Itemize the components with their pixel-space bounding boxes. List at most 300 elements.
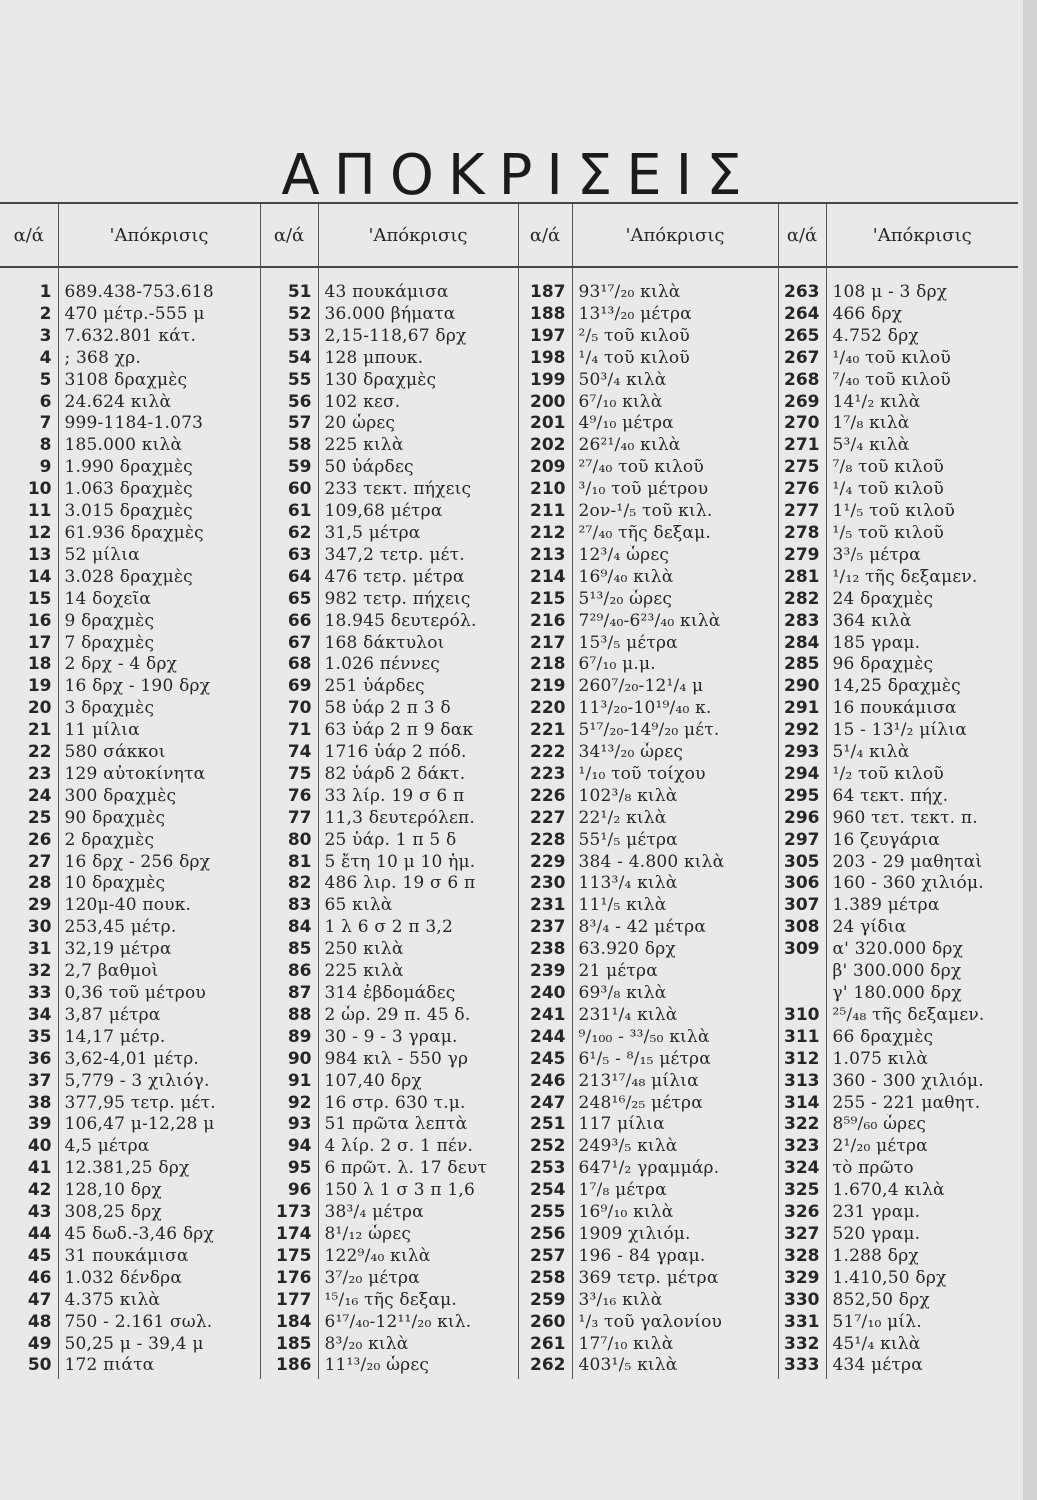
answer-text: 16 πουκάμισα <box>832 698 957 719</box>
problem-number: 247 <box>518 1093 572 1115</box>
col-header-answer: 'Απόκρισις <box>58 203 260 267</box>
problem-number: 309 <box>778 939 826 961</box>
problem-number: 20 <box>0 698 58 720</box>
problem-number: 256 <box>518 1224 572 1246</box>
answer-text: 7.632.801 κάτ. <box>58 326 260 348</box>
answer-text: 260⁷/₂₀-12¹/₄ μ <box>572 676 778 698</box>
answer-text: 255 - 221 μαθητ. <box>832 1092 981 1113</box>
answer-text: γ' 180.000 δρχ <box>832 983 962 1003</box>
problem-number: 293 <box>778 742 826 764</box>
answer-text: 172 πιάτα <box>58 1355 260 1379</box>
table-row <box>0 873 1018 895</box>
table-row <box>0 611 1018 633</box>
answer-text: 852,50 δρχ <box>832 1289 930 1310</box>
problem-number: 49 <box>0 1334 58 1356</box>
table-row <box>0 392 1018 414</box>
answer-text: 10 δραχμὲς <box>58 873 260 895</box>
problem-number: 308 <box>778 917 826 939</box>
problem-number: 230 <box>518 873 572 895</box>
problem-number: 252 <box>518 1136 572 1158</box>
problem-number: 244 <box>518 1027 572 1049</box>
table-row <box>0 479 1018 501</box>
problem-number: 263 <box>778 267 826 304</box>
problem-number: 94 <box>260 1136 318 1158</box>
table-row <box>0 830 1018 852</box>
answer-text: 18.945 δευτερόλ. <box>318 611 518 633</box>
problem-number: 56 <box>260 392 318 414</box>
problem-number: 291 <box>778 698 826 720</box>
problem-number: 77 <box>260 808 318 830</box>
problem-number: 211 <box>518 501 572 523</box>
problem-number: 35 <box>0 1027 58 1049</box>
answer-text: 2,15-118,67 δρχ <box>318 326 518 348</box>
problem-number: 229 <box>518 852 572 874</box>
answer-text: 1.075 κιλὰ <box>832 1048 929 1069</box>
table-row <box>0 1071 1018 1093</box>
problem-number: 265 <box>778 326 826 348</box>
problem-number: 2 <box>0 304 58 326</box>
problem-number: 240 <box>518 983 572 1005</box>
problem-number: 262 <box>518 1355 572 1379</box>
problem-number: 96 <box>260 1180 318 1202</box>
answer-text: 231¹/₄ κιλὰ <box>572 1005 778 1027</box>
problem-number: 278 <box>778 523 826 545</box>
answer-text: 16 ζευγάρια <box>832 829 940 850</box>
answer-text: 249³/₅ κιλὰ <box>572 1136 778 1158</box>
problem-number: 241 <box>518 1005 572 1027</box>
answer-text: 364 κιλὰ <box>832 610 912 631</box>
problem-number: 328 <box>778 1246 826 1268</box>
problem-number: 188 <box>518 304 572 326</box>
answer-text: 6⁷/₁₀ κιλὰ <box>572 392 778 414</box>
answer-text: 14 δοχεῖα <box>58 589 260 611</box>
problem-number: 33 <box>0 983 58 1005</box>
answer-text: 1⁷/₈ μέτρα <box>572 1180 778 1202</box>
answer-text: 30 - 9 - 3 γραμ. <box>318 1027 518 1049</box>
problem-number: 285 <box>778 654 826 676</box>
problem-number: 323 <box>778 1136 826 1158</box>
answer-text: 33 λίρ. 19 σ 6 π <box>318 786 518 808</box>
answer-text: 11,3 δευτερόλεπ. <box>318 808 518 830</box>
answer-text: ¹/₂ τοῦ κιλοῦ <box>832 763 944 784</box>
problem-number: 39 <box>0 1114 58 1136</box>
problem-number: 281 <box>778 567 826 589</box>
answer-text: 384 - 4.800 κιλὰ <box>572 852 778 874</box>
answer-text: 233 τεκτ. πήχεις <box>318 479 518 501</box>
answer-text: 106,47 μ-12,28 μ <box>58 1114 260 1136</box>
answer-text: 63.920 δρχ <box>572 939 778 961</box>
answer-text: 128,10 δρχ <box>58 1180 260 1202</box>
table-row <box>0 1246 1018 1268</box>
answer-text: 17⁷/₁₀ κιλὰ <box>572 1334 778 1356</box>
problem-number: 65 <box>260 589 318 611</box>
problem-number: 51 <box>260 267 318 304</box>
problem-number: 38 <box>0 1093 58 1115</box>
col-header-number: α/ά <box>0 203 58 267</box>
table-row <box>0 457 1018 479</box>
answer-text: ¹⁵/₁₆ τῆς δεξαμ. <box>318 1290 518 1312</box>
answer-text: 6⁷/₁₀ μ.μ. <box>572 654 778 676</box>
answer-text: 24 δραχμὲς <box>832 588 934 609</box>
answer-text: 64 τεκτ. πήχ. <box>832 785 949 806</box>
problem-number: 174 <box>260 1224 318 1246</box>
answer-text: 377,95 τετρ. μέτ. <box>58 1093 260 1115</box>
answer-text: 5,779 - 3 χιλιόγ. <box>58 1071 260 1093</box>
table-row <box>0 1202 1018 1224</box>
answer-text: 26²¹/₄₀ κιλὰ <box>572 435 778 457</box>
table-row <box>0 1224 1018 1246</box>
problem-number: 297 <box>778 830 826 852</box>
answer-text: 3108 δραχμὲς <box>58 370 260 392</box>
answer-text: 113³/₄ κιλὰ <box>572 873 778 895</box>
table-row <box>0 917 1018 939</box>
answer-text: 213¹⁷/₄₈ μίλια <box>572 1071 778 1093</box>
problem-number: 6 <box>0 392 58 414</box>
problem-number: 325 <box>778 1180 826 1202</box>
answer-text: 7 δραχμὲς <box>58 633 260 655</box>
problem-number: 187 <box>518 267 572 304</box>
table-row <box>0 633 1018 655</box>
problem-number: 30 <box>0 917 58 939</box>
answer-text: 3³/₅ μέτρα <box>832 544 921 565</box>
answer-text: 31 πουκάμισα <box>58 1246 260 1268</box>
answer-text: 1909 χιλιόμ. <box>572 1224 778 1246</box>
answer-text: ⁷/₈ τοῦ κιλοῦ <box>832 457 944 478</box>
answer-text: 6¹⁷/₄₀-12¹¹/₂₀ κιλ. <box>318 1312 518 1334</box>
problem-number: 46 <box>0 1268 58 1290</box>
problem-number: 277 <box>778 501 826 523</box>
problem-number: 295 <box>778 786 826 808</box>
answer-text: 185.000 κιλὰ <box>58 435 260 457</box>
answer-text: 102³/₈ κιλὰ <box>572 786 778 808</box>
table-row <box>0 1290 1018 1312</box>
answer-text: 11³/₂₀-10¹⁹/₄₀ κ. <box>572 698 778 720</box>
problem-number: 58 <box>260 435 318 457</box>
answer-text: ¹/₁₂ τῆς δεξαμεν. <box>832 566 978 587</box>
answer-text: 128 μπουκ. <box>318 348 518 370</box>
problem-number: 198 <box>518 348 572 370</box>
table-row <box>0 1268 1018 1290</box>
table-row <box>0 501 1018 523</box>
table-row <box>0 370 1018 392</box>
answer-text: 1.032 δένδρα <box>58 1268 260 1290</box>
answer-text: 38³/₄ μέτρα <box>318 1202 518 1224</box>
problem-number: 282 <box>778 589 826 611</box>
answer-text: 5¹⁷/₂₀-14⁹/₂₀ μέτ. <box>572 720 778 742</box>
answer-text: 12³/₄ ὧρες <box>572 545 778 567</box>
problem-number: 13 <box>0 545 58 567</box>
answer-text: 14,17 μέτρ. <box>58 1027 260 1049</box>
answer-text: 96 δραχμὲς <box>832 654 934 675</box>
table-row <box>0 764 1018 786</box>
answer-text: 15 - 13¹/₂ μίλια <box>832 720 967 741</box>
answer-text: 14,25 δραχμὲς <box>832 676 961 697</box>
problem-number: 176 <box>260 1268 318 1290</box>
answer-text: 8¹/₁₂ ὧρες <box>318 1224 518 1246</box>
problem-number: 64 <box>260 567 318 589</box>
answer-text: 185 γραμ. <box>832 632 921 653</box>
answer-text: ²/₅ τοῦ κιλοῦ <box>572 326 778 348</box>
answer-text: 31,5 μέτρα <box>318 523 518 545</box>
problem-number: 63 <box>260 545 318 567</box>
answer-text: 50 ὑάρδες <box>318 457 518 479</box>
answer-text: 8³/₄ - 42 μέτρα <box>572 917 778 939</box>
answer-text: 45 δωδ.-3,46 δρχ <box>58 1224 260 1246</box>
problem-number: 90 <box>260 1049 318 1071</box>
answer-text: 109,68 μέτρα <box>318 501 518 523</box>
answer-text: 2¹/₂₀ μέτρα <box>832 1136 928 1157</box>
answer-text: 51⁷/₁₀ μίλ. <box>832 1311 922 1332</box>
problem-number: 231 <box>518 895 572 917</box>
col-header-number: α/ά <box>260 203 318 267</box>
table-row <box>0 676 1018 698</box>
answer-text: 16⁹/₁₀ κιλὰ <box>572 1202 778 1224</box>
answer-text: 122⁹/₄₀ κιλὰ <box>318 1246 518 1268</box>
problem-number: 201 <box>518 413 572 435</box>
problem-number: 245 <box>518 1049 572 1071</box>
answer-text: 11¹/₅ κιλὰ <box>572 895 778 917</box>
answer-text: 3³/₁₆ κιλὰ <box>572 1290 778 1312</box>
problem-number: 331 <box>778 1312 826 1334</box>
answer-text: 2,7 βαθμοὶ <box>58 961 260 983</box>
problem-number: 69 <box>260 676 318 698</box>
problem-number: 37 <box>0 1071 58 1093</box>
answer-text: 347,2 τετρ. μέτ. <box>318 545 518 567</box>
answer-text: 248¹⁶/₂₅ μέτρα <box>572 1093 778 1115</box>
problem-number: 25 <box>0 808 58 830</box>
answer-text: 984 κιλ - 550 γρ <box>318 1049 518 1071</box>
answer-text: 51 πρῶτα λεπτὰ <box>318 1114 518 1136</box>
answer-text: 486 λιρ. 19 σ 6 π <box>318 873 518 895</box>
answer-text: 69³/₈ κιλὰ <box>572 983 778 1005</box>
problem-number: 213 <box>518 545 572 567</box>
problem-number: 53 <box>260 326 318 348</box>
problem-number: 202 <box>518 435 572 457</box>
answer-text: 196 - 84 γραμ. <box>572 1246 778 1268</box>
table-row <box>0 326 1018 348</box>
answer-text: 13¹³/₂₀ μέτρα <box>572 304 778 326</box>
problem-number: 228 <box>518 830 572 852</box>
problem-number: 254 <box>518 1180 572 1202</box>
problem-number: 12 <box>0 523 58 545</box>
table-row <box>0 1005 1018 1027</box>
problem-number: 36 <box>0 1049 58 1071</box>
answer-text: 466 δρχ <box>832 303 903 324</box>
table-row <box>0 1027 1018 1049</box>
answer-text: ¹/₃ τοῦ γαλονίου <box>572 1312 778 1334</box>
problem-number <box>778 983 826 1005</box>
answer-text: 300 δραχμὲς <box>58 786 260 808</box>
answer-text: 2 δρχ - 4 δρχ <box>58 654 260 676</box>
answer-text: 11¹³/₂₀ ὧρες <box>318 1355 518 1379</box>
problem-number: 332 <box>778 1334 826 1356</box>
problem-number: 11 <box>0 501 58 523</box>
answer-text: α' 320.000 δρχ <box>832 939 964 960</box>
problem-number: 261 <box>518 1334 572 1356</box>
problem-number: 82 <box>260 873 318 895</box>
problem-number: 55 <box>260 370 318 392</box>
answer-text: 225 κιλὰ <box>318 961 518 983</box>
answer-text: 580 σάκκοι <box>58 742 260 764</box>
answer-text: 1¹/₅ τοῦ κιλοῦ <box>832 501 955 522</box>
problem-number: 95 <box>260 1158 318 1180</box>
problem-number: 290 <box>778 676 826 698</box>
answer-text: 203 - 29 μαθηταὶ <box>832 851 983 872</box>
problem-number: 85 <box>260 939 318 961</box>
answer-text: 50,25 μ - 39,4 μ <box>58 1334 260 1356</box>
answer-text: 34¹³/₂₀ ὧρες <box>572 742 778 764</box>
problem-number: 239 <box>518 961 572 983</box>
problem-number: 257 <box>518 1246 572 1268</box>
answer-text: ¹/₅ τοῦ κιλοῦ <box>832 522 944 543</box>
table-row <box>0 435 1018 457</box>
problem-number: 326 <box>778 1202 826 1224</box>
problem-number: 226 <box>518 786 572 808</box>
answer-text: 93¹⁷/₂₀ κιλὰ <box>572 267 778 304</box>
answer-text: 4.375 κιλὰ <box>58 1290 260 1312</box>
problem-number: 8 <box>0 435 58 457</box>
problem-number: 50 <box>0 1355 58 1379</box>
problem-number: 253 <box>518 1158 572 1180</box>
table-row <box>0 1355 1018 1379</box>
problem-number: 333 <box>778 1355 826 1379</box>
answer-text: 3.028 δραχμὲς <box>58 567 260 589</box>
answer-text: 520 γραμ. <box>832 1223 921 1244</box>
problem-number: 185 <box>260 1334 318 1356</box>
problem-number: 259 <box>518 1290 572 1312</box>
answer-text: 689.438-753.618 <box>58 267 260 304</box>
problem-number: 9 <box>0 457 58 479</box>
answer-text: 66 δραχμὲς <box>832 1026 934 1047</box>
answer-text: 16⁹/₄₀ κιλὰ <box>572 567 778 589</box>
table-row <box>0 413 1018 435</box>
problem-number: 264 <box>778 304 826 326</box>
problem-number: 271 <box>778 435 826 457</box>
answer-text: 58 ὑάρ 2 π 3 δ <box>318 698 518 720</box>
problem-number: 186 <box>260 1355 318 1379</box>
page-title: ΑΠΟΚΡΙΣΕΙΣ <box>281 143 756 208</box>
answer-text: 5³/₄ κιλὰ <box>832 435 910 456</box>
answer-text: 16 στρ. 630 τ.μ. <box>318 1093 518 1115</box>
problem-number: 45 <box>0 1246 58 1268</box>
problem-number: 197 <box>518 326 572 348</box>
problem-number: 47 <box>0 1290 58 1312</box>
problem-number: 71 <box>260 720 318 742</box>
table-row <box>0 523 1018 545</box>
problem-number: 26 <box>0 830 58 852</box>
problem-number: 70 <box>260 698 318 720</box>
answer-text: τὸ πρῶτο <box>832 1158 914 1179</box>
problem-number: 212 <box>518 523 572 545</box>
answer-text: 369 τετρ. μέτρα <box>572 1268 778 1290</box>
problem-number: 219 <box>518 676 572 698</box>
answer-text: ¹/₁₀ τοῦ τοίχου <box>572 764 778 786</box>
answer-text: ⁷/₄₀ τοῦ κιλοῦ <box>832 369 951 390</box>
header-row <box>0 203 1018 267</box>
problem-number: 1 <box>0 267 58 304</box>
problem-number: 23 <box>0 764 58 786</box>
answer-text: 360 - 300 χιλιόμ. <box>832 1070 984 1091</box>
answer-text: ³/₁₀ τοῦ μέτρου <box>572 479 778 501</box>
answer-text: 3.015 δραχμὲς <box>58 501 260 523</box>
answer-text: ¹/₄ τοῦ κιλοῦ <box>832 479 944 500</box>
problem-number: 173 <box>260 1202 318 1224</box>
problem-number: 18 <box>0 654 58 676</box>
problem-number: 31 <box>0 939 58 961</box>
problem-number: 17 <box>0 633 58 655</box>
answer-text: 9 δραχμὲς <box>58 611 260 633</box>
answer-text: 52 μίλια <box>58 545 260 567</box>
problem-number: 199 <box>518 370 572 392</box>
answer-text: 647¹/₂ γραμμάρ. <box>572 1158 778 1180</box>
answer-text: 1 λ 6 σ 2 π 3,2 <box>318 917 518 939</box>
answer-text: 15³/₅ μέτρα <box>572 633 778 655</box>
problem-number: 322 <box>778 1114 826 1136</box>
answer-text: ²⁵/₄₈ τῆς δεξαμεν. <box>832 1004 985 1025</box>
col-header-answer: 'Απόκρισις <box>572 203 778 267</box>
problem-number: 91 <box>260 1071 318 1093</box>
problem-number: 5 <box>0 370 58 392</box>
problem-number: 258 <box>518 1268 572 1290</box>
problem-number: 294 <box>778 764 826 786</box>
problem-number: 330 <box>778 1290 826 1312</box>
answer-text: 8⁵⁹/₆₀ ὧρες <box>832 1114 927 1135</box>
answer-text: 21 μέτρα <box>572 961 778 983</box>
table-row <box>0 786 1018 808</box>
problem-number: 312 <box>778 1049 826 1071</box>
problem-number: 327 <box>778 1224 826 1246</box>
problem-number: 48 <box>0 1312 58 1334</box>
answer-text: 20 ὧρες <box>318 413 518 435</box>
problem-number: 4 <box>0 348 58 370</box>
table-row <box>0 939 1018 961</box>
problem-number: 307 <box>778 895 826 917</box>
problem-number: 270 <box>778 413 826 435</box>
answer-text: 150 λ 1 σ 3 π 1,6 <box>318 1180 518 1202</box>
table-row <box>0 808 1018 830</box>
problem-number: 67 <box>260 633 318 655</box>
answer-text: 50³/₄ κιλὰ <box>572 370 778 392</box>
answer-text: 82 ὑάρδ 2 δάκτ. <box>318 764 518 786</box>
problem-number: 200 <box>518 392 572 414</box>
answer-text: 8³/₂₀ κιλὰ <box>318 1334 518 1356</box>
problem-number: 313 <box>778 1071 826 1093</box>
answer-text: 5 ἔτη 10 μ 10 ἡμ. <box>318 852 518 874</box>
answer-text: ⁹/₁₀₀ - ³³/₅₀ κιλὰ <box>572 1027 778 1049</box>
problem-number: 329 <box>778 1268 826 1290</box>
problem-number: 21 <box>0 720 58 742</box>
problem-number: 88 <box>260 1005 318 1027</box>
problem-number: 59 <box>260 457 318 479</box>
col-header-number: α/ά <box>518 203 572 267</box>
answer-text: 0,36 τοῦ μέτρου <box>58 983 260 1005</box>
answer-text: 55¹/₅ μέτρα <box>572 830 778 852</box>
table-row <box>0 698 1018 720</box>
problem-number: 221 <box>518 720 572 742</box>
problem-number: 227 <box>518 808 572 830</box>
answer-text: ²⁷/₄₀ τῆς δεξαμ. <box>572 523 778 545</box>
answer-text: 1.389 μέτρα <box>832 895 940 916</box>
problem-number: 54 <box>260 348 318 370</box>
answer-text: 24 γίδια <box>832 917 907 938</box>
problem-number: 222 <box>518 742 572 764</box>
problem-number: 177 <box>260 1290 318 1312</box>
answer-text: 1.063 δραχμὲς <box>58 479 260 501</box>
table-row <box>0 720 1018 742</box>
table-row <box>0 852 1018 874</box>
answer-text: 14¹/₂ κιλὰ <box>832 391 921 412</box>
page-edge <box>1023 0 1037 1500</box>
